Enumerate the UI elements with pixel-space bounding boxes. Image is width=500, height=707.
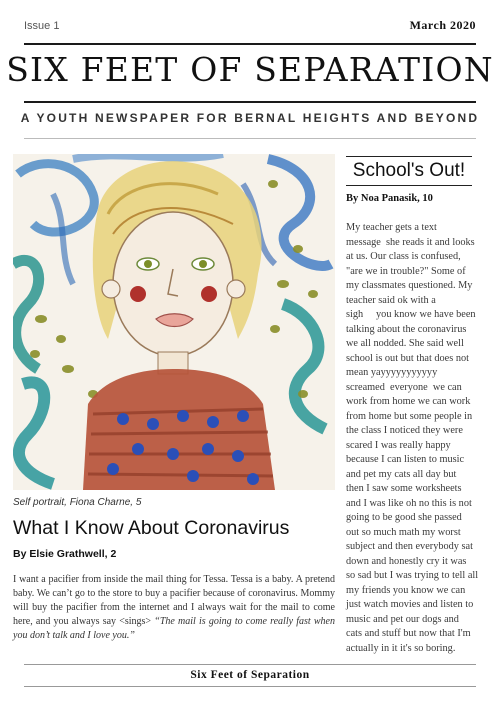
- image-caption: Self portrait, Fiona Charne, 5: [13, 497, 142, 508]
- article-line: we all nodded. She said well: [346, 338, 464, 349]
- article-line: cats and stuff but now that I'm: [346, 628, 471, 639]
- article-line: screamed everyone we can: [346, 381, 462, 393]
- article-line: subject and then everybody sat: [346, 541, 473, 552]
- article-line: so sad but I was trying to tell all: [346, 570, 479, 581]
- article-line: just watch movies and listen to: [346, 599, 474, 610]
- article-line: and pet my cats all day but: [346, 468, 457, 480]
- article-body-schools-out: [346, 221, 492, 656]
- issue-date: March 2020: [409, 18, 476, 32]
- article-body-coronavirus: [13, 573, 335, 643]
- article-line: actually in it it's so boring.: [346, 642, 456, 654]
- article-line: work from home we can work: [346, 396, 471, 407]
- article-line: my classmates questioned. My: [346, 280, 473, 291]
- tagline: A YOUTH NEWSPAPER FOR BERNAL HEIGHTS AND BEYOND: [20, 111, 480, 125]
- article-line: and I was like oh no this is not: [346, 497, 472, 509]
- article-body-text: I want a pacifier from inside the mail thing for Tessa. Tessa is a baby. A pretend baby. We can’t go to the store to buy a pacifier because of coronavirus. Mommy will buy the pacifier from the internet and I always wait for the mail to come here, and you always say <sings>: [13, 574, 335, 628]
- article-title-coronavirus: What I Know About Coronavirus: [13, 517, 290, 539]
- article-line: down and honestly cry it was: [346, 555, 467, 567]
- article-line: music and pet our dogs and: [346, 613, 459, 625]
- byline-noa: By Noa Panasik, 10: [346, 193, 433, 204]
- masthead-title: SIX FEET OF SEPARATION: [6, 50, 494, 89]
- article-line: "are we in trouble?" Some of: [346, 265, 466, 277]
- article-line: My teacher gets a text: [346, 222, 437, 233]
- self-portrait-painting: [13, 154, 335, 490]
- article-line: out so much math my worst: [346, 526, 461, 538]
- issue-number: Issue 1: [24, 20, 60, 32]
- article-line: talking about the coronavirus: [346, 323, 467, 335]
- article-line: scared I was really happy: [346, 439, 451, 451]
- article-line: school is out but that does not: [346, 352, 469, 364]
- top-divider: [24, 43, 476, 45]
- article-line: from home but some people in: [346, 410, 473, 422]
- article-line: at us. Our class is confused,: [346, 251, 461, 262]
- tagline-divider: [24, 138, 476, 139]
- article-title-schools-out: School's Out!: [352, 160, 466, 181]
- footer-divider-bottom: [24, 686, 476, 687]
- article-line: the class I noticed they were: [346, 425, 463, 436]
- footer-title: Six Feet of Separation: [190, 669, 310, 681]
- article-line: then I saw some worksheets: [346, 483, 462, 494]
- article-line: message she reads it and looks: [346, 236, 475, 248]
- article-line: going to be good she passed: [346, 512, 462, 523]
- article-line: sigh you know we have been: [346, 309, 476, 320]
- byline-elsie: By Elsie Grathwell, 2: [13, 548, 117, 560]
- article-body-quote: “The mail is going to come really fast when you don’t talk and I love you.”: [13, 616, 335, 642]
- masthead-divider: [24, 101, 476, 103]
- article-line: my friends you know we can: [346, 584, 466, 596]
- article-line: mean yayyyyyyyyyyy: [346, 367, 438, 378]
- article-title-box: [346, 156, 472, 186]
- footer-divider-top: [24, 664, 476, 665]
- article-line: because I can listen to music: [346, 454, 465, 465]
- article-line: teacher said ok with a: [346, 294, 436, 306]
